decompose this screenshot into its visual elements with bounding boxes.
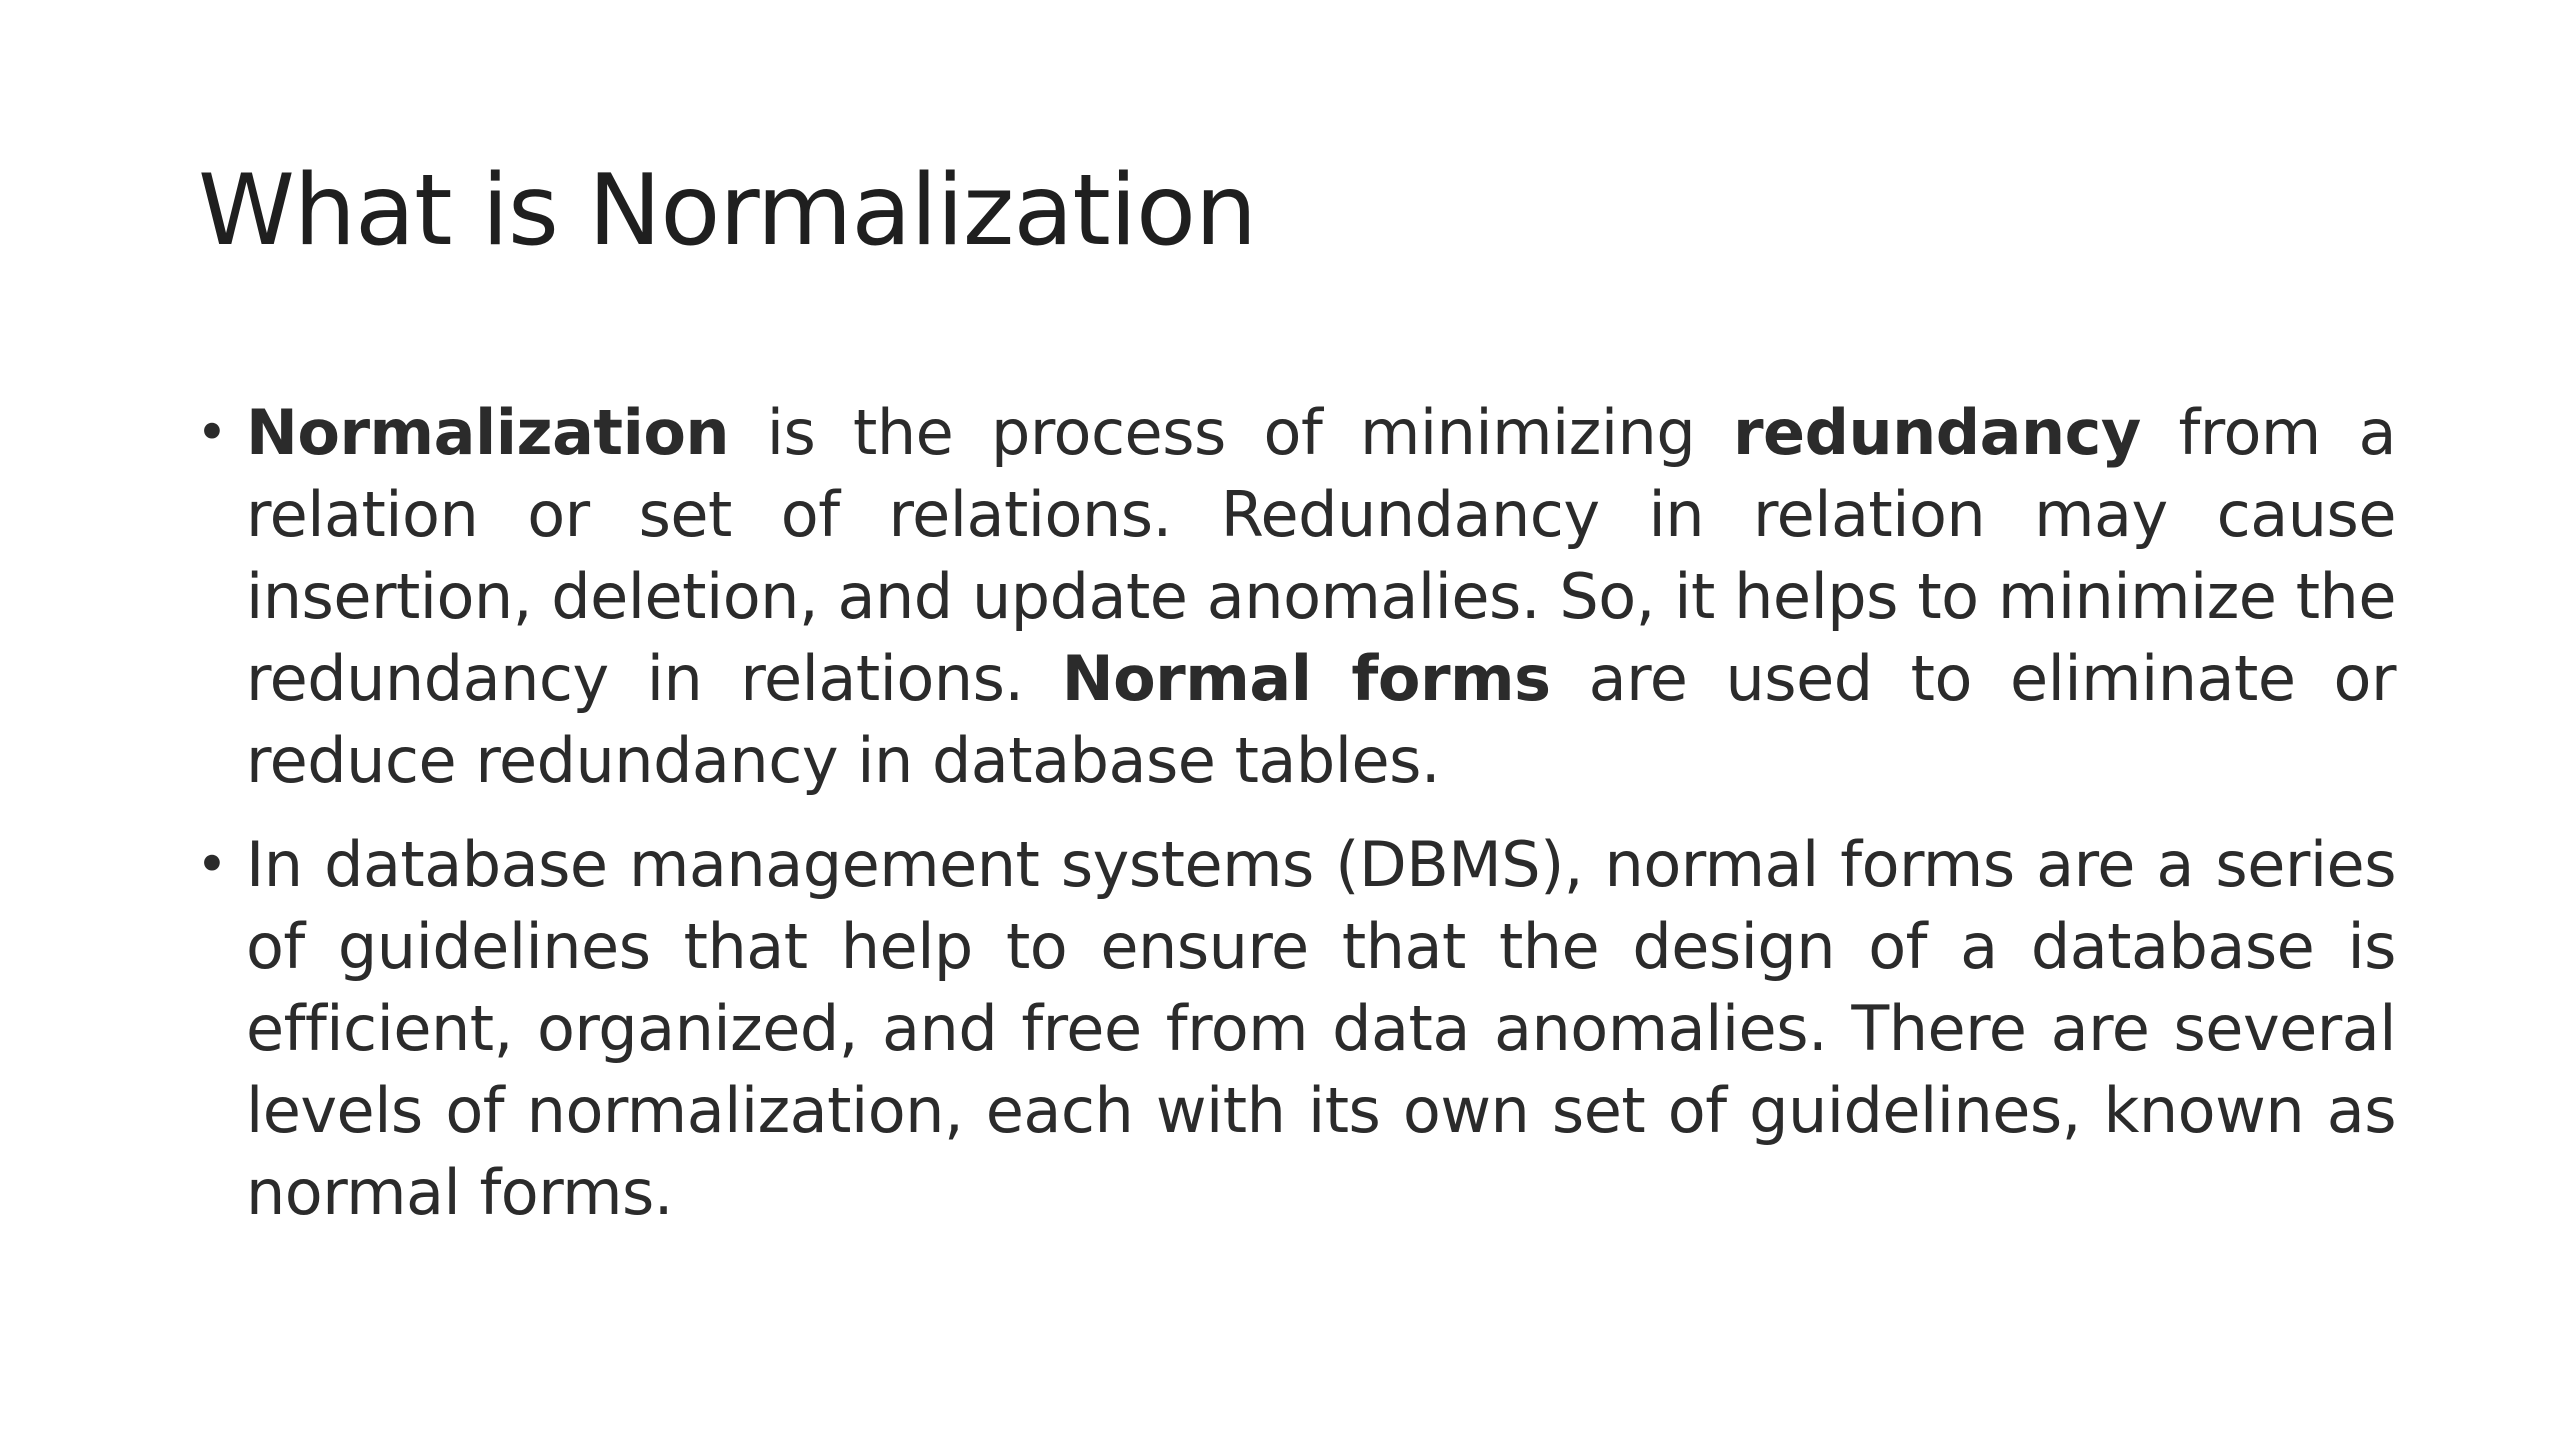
- bullet-text: [246, 828, 2396, 1229]
- bullet-text: [246, 396, 2396, 797]
- bullet-list: [196, 392, 2396, 1234]
- body-text: from a relation or set of relations. Redundancy in relation may cause insertion, deletion, and update anomalies. So, it helps to minimize the redundancy in relations.: [246, 396, 2396, 715]
- emphasis-text: Normalization: [246, 396, 730, 469]
- body-text: is the process of minimizing: [729, 396, 1733, 469]
- bullet-marker: •: [196, 833, 228, 896]
- body-text: In database management systems (DBMS), normal forms are a series of guidelines that help to ensure that the design of a database is efficient, organized, and free from data anomalies. There are several levels of normalization, each with its own set of guidelines, known as normal forms.: [246, 828, 2396, 1229]
- emphasis-text: Normal forms: [1061, 642, 1551, 715]
- slide-title: What is Normalization: [198, 154, 1257, 268]
- emphasis-text: redundancy: [1732, 396, 2141, 469]
- bullet-item: [196, 824, 2396, 1234]
- body-text: are used to eliminate or reduce redundancy in database tables.: [246, 642, 2396, 797]
- bullet-item: [196, 392, 2396, 802]
- bullet-marker: •: [196, 401, 228, 464]
